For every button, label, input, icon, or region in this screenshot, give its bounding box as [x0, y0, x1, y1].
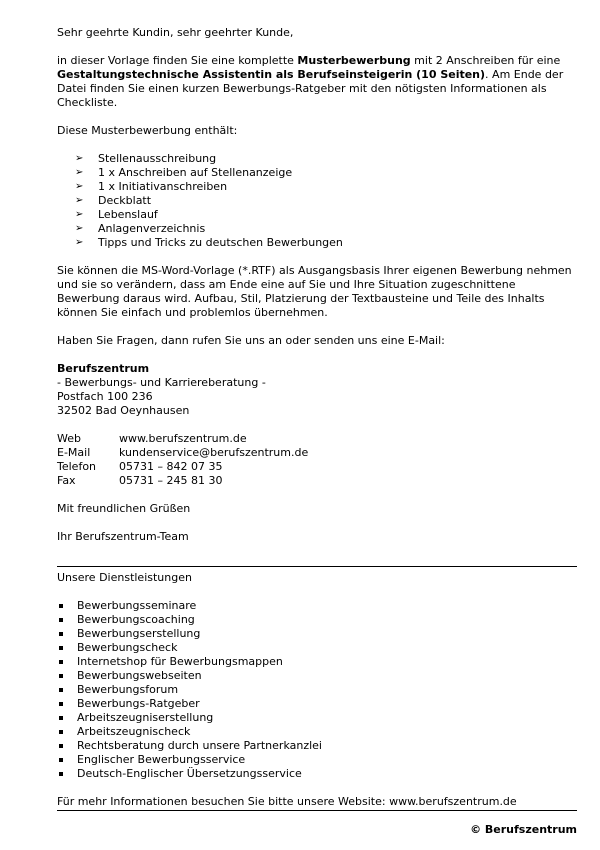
address-block [57, 362, 577, 418]
service-item: Bewerbungsforum [57, 683, 577, 697]
closing: Mit freundlichen Grüßen [57, 502, 191, 515]
service-item: Bewerbungserstellung [57, 627, 577, 641]
address-city: 32502 Bad Oeynhausen [57, 404, 190, 417]
service-item: Bewerbungscheck [57, 641, 577, 655]
arrow-bullet-icon: ➢ [75, 237, 84, 248]
square-bullet-icon [59, 660, 63, 664]
service-item: Bewerbungswebseiten [57, 669, 577, 683]
intro-paragraph [57, 54, 577, 110]
contents-item: ➢ 1 x Anschreiben auf Stellenanzeige [75, 166, 293, 179]
contents-item: ➢ Deckblatt [75, 194, 152, 207]
contents-item: ➢ Stellenausschreibung [75, 152, 217, 165]
arrow-bullet-icon: ➢ [75, 153, 84, 164]
contents-list [75, 152, 577, 250]
contact-row-fax [57, 474, 577, 488]
square-bullet-icon [59, 688, 63, 692]
square-bullet-icon [59, 604, 63, 608]
arrow-bullet-icon: ➢ [75, 167, 84, 178]
contents-item: ➢ 1 x Initiativanschreiben [75, 180, 228, 193]
copyright: © Berufszentrum [470, 823, 577, 836]
square-bullet-icon [59, 772, 63, 776]
intro-text-2: mit 2 Anschreiben für eine [410, 54, 561, 67]
intro-bold-2: Gestaltungstechnische Assistentin als Berufseinsteigerin (10 Seiten) [57, 68, 486, 81]
contact-label: E-Mail [57, 446, 91, 459]
address-street: Postfach 100 236 [57, 390, 153, 403]
divider-bottom [57, 810, 577, 811]
email-link[interactable]: kundenservice@berufszentrum.de [119, 446, 309, 459]
contact-row-email [57, 446, 577, 460]
square-bullet-icon [59, 632, 63, 636]
square-bullet-icon [59, 674, 63, 678]
document-body [57, 26, 577, 837]
contact-label: Telefon [57, 460, 97, 473]
more-info: Für mehr Informationen besuchen Sie bitte unsere Website: www.berufszentrum.de [57, 795, 517, 808]
services-list [57, 599, 577, 781]
fax-number: 05731 – 245 81 30 [119, 474, 223, 487]
contact-label: Web [57, 432, 81, 445]
signature: Ihr Berufszentrum-Team [57, 530, 189, 543]
contents-item: ➢ Tipps und Tricks zu deutschen Bewerbungen [75, 236, 343, 249]
square-bullet-icon [59, 618, 63, 622]
phone-number: 05731 – 842 07 35 [119, 460, 223, 473]
company-tagline: - Bewerbungs- und Karriereberatung - [57, 376, 266, 389]
arrow-bullet-icon: ➢ [75, 181, 84, 192]
greeting: Sehr geehrte Kundin, sehr geehrter Kunde, [57, 26, 294, 39]
service-item: Rechtsberatung durch unsere Partnerkanzlei [57, 739, 577, 753]
company-name: Berufszentrum [57, 362, 150, 375]
services-heading: Unsere Dienstleistungen [57, 571, 192, 584]
service-item: Bewerbungs-Ratgeber [57, 697, 577, 711]
square-bullet-icon [59, 716, 63, 720]
web-link[interactable]: www.berufszentrum.de [119, 432, 247, 445]
questions-paragraph: Haben Sie Fragen, dann rufen Sie uns an oder senden uns eine E-Mail: [57, 334, 445, 347]
arrow-bullet-icon: ➢ [75, 223, 84, 234]
arrow-bullet-icon: ➢ [75, 209, 84, 220]
service-item: Arbeitszeugniserstellung [57, 711, 577, 725]
square-bullet-icon [59, 758, 63, 762]
service-item: Arbeitszeugnischeck [57, 725, 577, 739]
square-bullet-icon [59, 730, 63, 734]
service-item: Englischer Bewerbungsservice [57, 753, 577, 767]
service-item: Bewerbungscoaching [57, 613, 577, 627]
service-item: Deutsch-Englischer Übersetzungsservice [57, 767, 577, 781]
contents-item: ➢ Anlagenverzeichnis [75, 222, 206, 235]
service-item: Bewerbungsseminare [57, 599, 577, 613]
square-bullet-icon [59, 702, 63, 706]
contact-row-web [57, 432, 577, 446]
contact-label: Fax [57, 474, 76, 487]
contact-row-phone [57, 460, 577, 474]
intro-bold-1: Musterbewerbung [297, 54, 411, 67]
square-bullet-icon [59, 646, 63, 650]
contact-block [57, 432, 577, 488]
intro-text-1: in dieser Vorlage finden Sie eine komplette [57, 54, 298, 67]
contents-heading: Diese Musterbewerbung enthält: [57, 124, 238, 137]
intro-text-3: . Am Ende der Datei finden Sie einen kurzen Bewerbungs-Ratgeber mit den nötigsten Informationen als Checkliste. [57, 68, 564, 109]
square-bullet-icon [59, 744, 63, 748]
usage-paragraph: Sie können die MS-Word-Vorlage (*.RTF) als Ausgangsbasis Ihrer eigenen Bewerbung nehmen und sie so verändern, dass am Ende eine auf Sie und Ihre Situation zugeschnittene Bewerbung daraus wird. Aufbau, Stil, Platzierung der Textbausteine und Teile des Inhalts können Sie einfach und problemlos übernehmen. [57, 264, 572, 319]
arrow-bullet-icon: ➢ [75, 195, 84, 206]
contents-item: ➢ Lebenslauf [75, 208, 158, 221]
service-item: Internetshop für Bewerbungsmappen [57, 655, 577, 669]
